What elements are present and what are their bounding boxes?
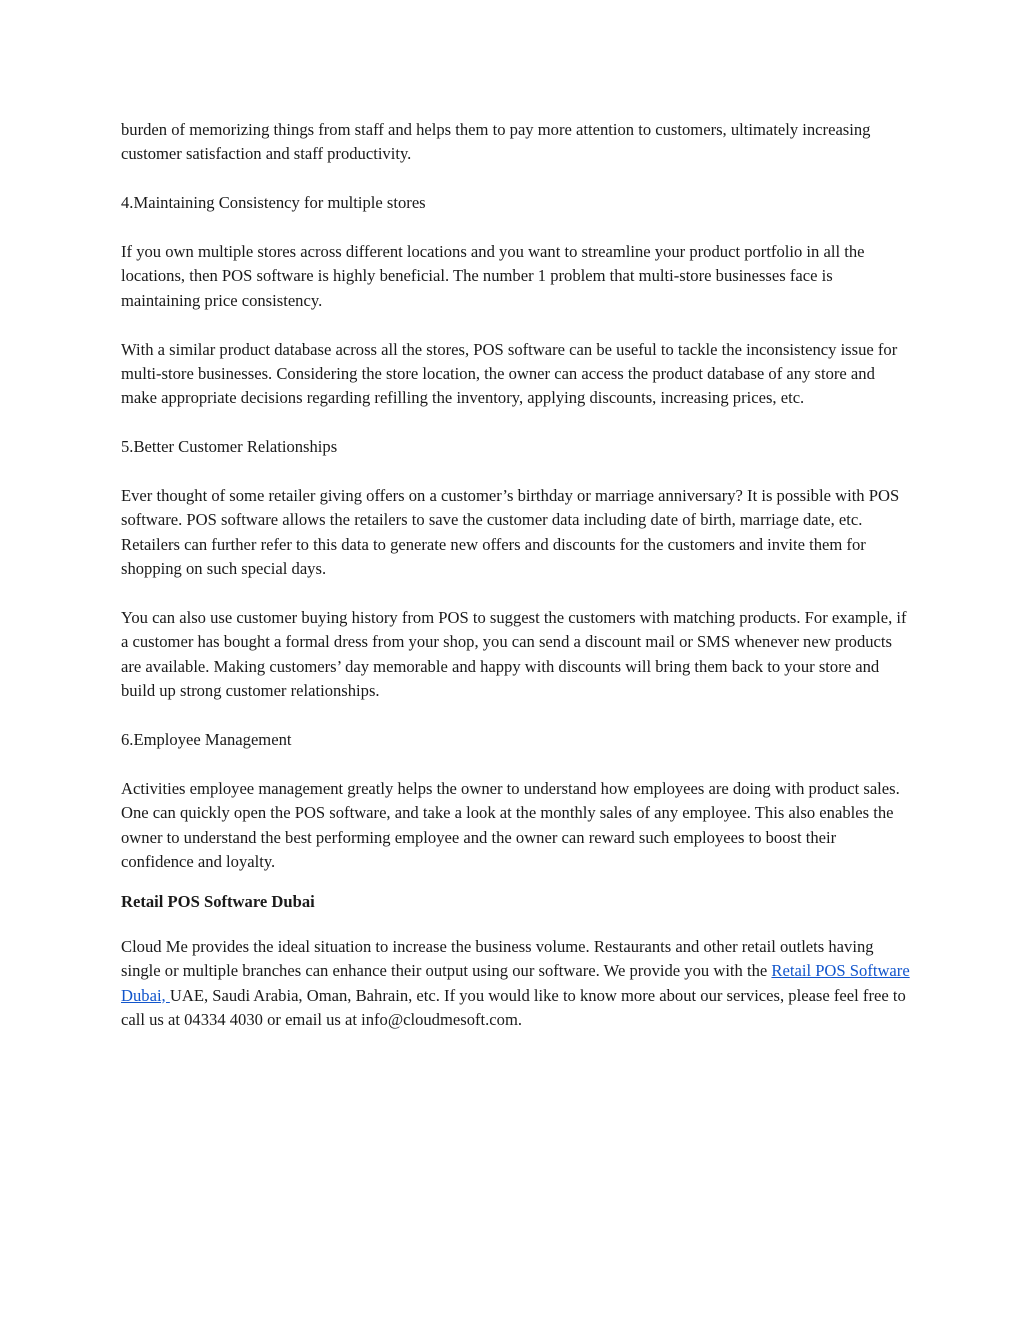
closing-text-before-link: Cloud Me provides the ideal situation to increase the business volume. Restaurants and other retail outlets having single or multiple branches can enhance their output using our software. We provide you with the — [121, 936, 874, 981]
closing-text-after-link: UAE, Saudi Arabia, Oman, Bahrain, etc. If you would like to know more about our services, please feel free to call us at 04334 4030 or email us at info@cloudmesoft.com. — [121, 985, 906, 1030]
document-page — [121, 118, 911, 1057]
section-heading-6: 6.Employee Management — [121, 730, 292, 750]
retail-pos-link[interactable]: Retail POS Software Dubai, — [121, 961, 910, 1005]
paragraph-closing — [121, 935, 911, 1033]
paragraph-4a: If you own multiple stores across different locations and you want to streamline your product portfolio in all the locations, then POS software is highly beneficial. The number 1 problem that multi-store businesses face is maintaining price consistency. — [121, 242, 865, 310]
section-heading-5: 5.Better Customer Relationships — [121, 437, 338, 457]
paragraph-5b: You can also use customer buying history from POS to suggest the customers with matching products. For example, if a customer has bought a formal dress from your shop, you can send a discount mail or SMS whenever new products are available. Making customers’ day memorable and happy with discounts will bring them back to your store and build up strong customer relationships. — [121, 608, 907, 701]
bold-heading-retail-pos: Retail POS Software Dubai — [121, 892, 315, 912]
paragraph-6a: Activities employee management greatly helps the owner to understand how employees are doing with product sales. One can quickly open the POS software, and take a look at the monthly sales of any employee. This also enables the owner to understand the best performing employee and the owner can reward such employees to boost their confidence and loyalty. — [121, 778, 900, 872]
paragraph-5a: Ever thought of some retailer giving offers on a customer’s birthday or marriage anniversary? It is possible with POS software. POS software allows the retailers to save the customer data including date of birth, marriage date, etc. Retailers can further refer to this data to generate new offers and discounts for the customers and invite them for shopping on such special days. — [121, 486, 900, 579]
paragraph-intro-continuation: burden of memorizing things from staff and helps them to pay more attention to customers, ultimately increasing customer satisfaction and staff productivity. — [121, 120, 871, 164]
section-heading-4: 4.Maintaining Consistency for multiple stores — [121, 193, 426, 213]
paragraph-4b: With a similar product database across all the stores, POS software can be useful to tackle the inconsistency issue for multi-store businesses. Considering the store location, the owner can access the product database of any store and make appropriate decisions regarding refilling the inventory, applying discounts, increasing prices, etc. — [121, 339, 898, 408]
